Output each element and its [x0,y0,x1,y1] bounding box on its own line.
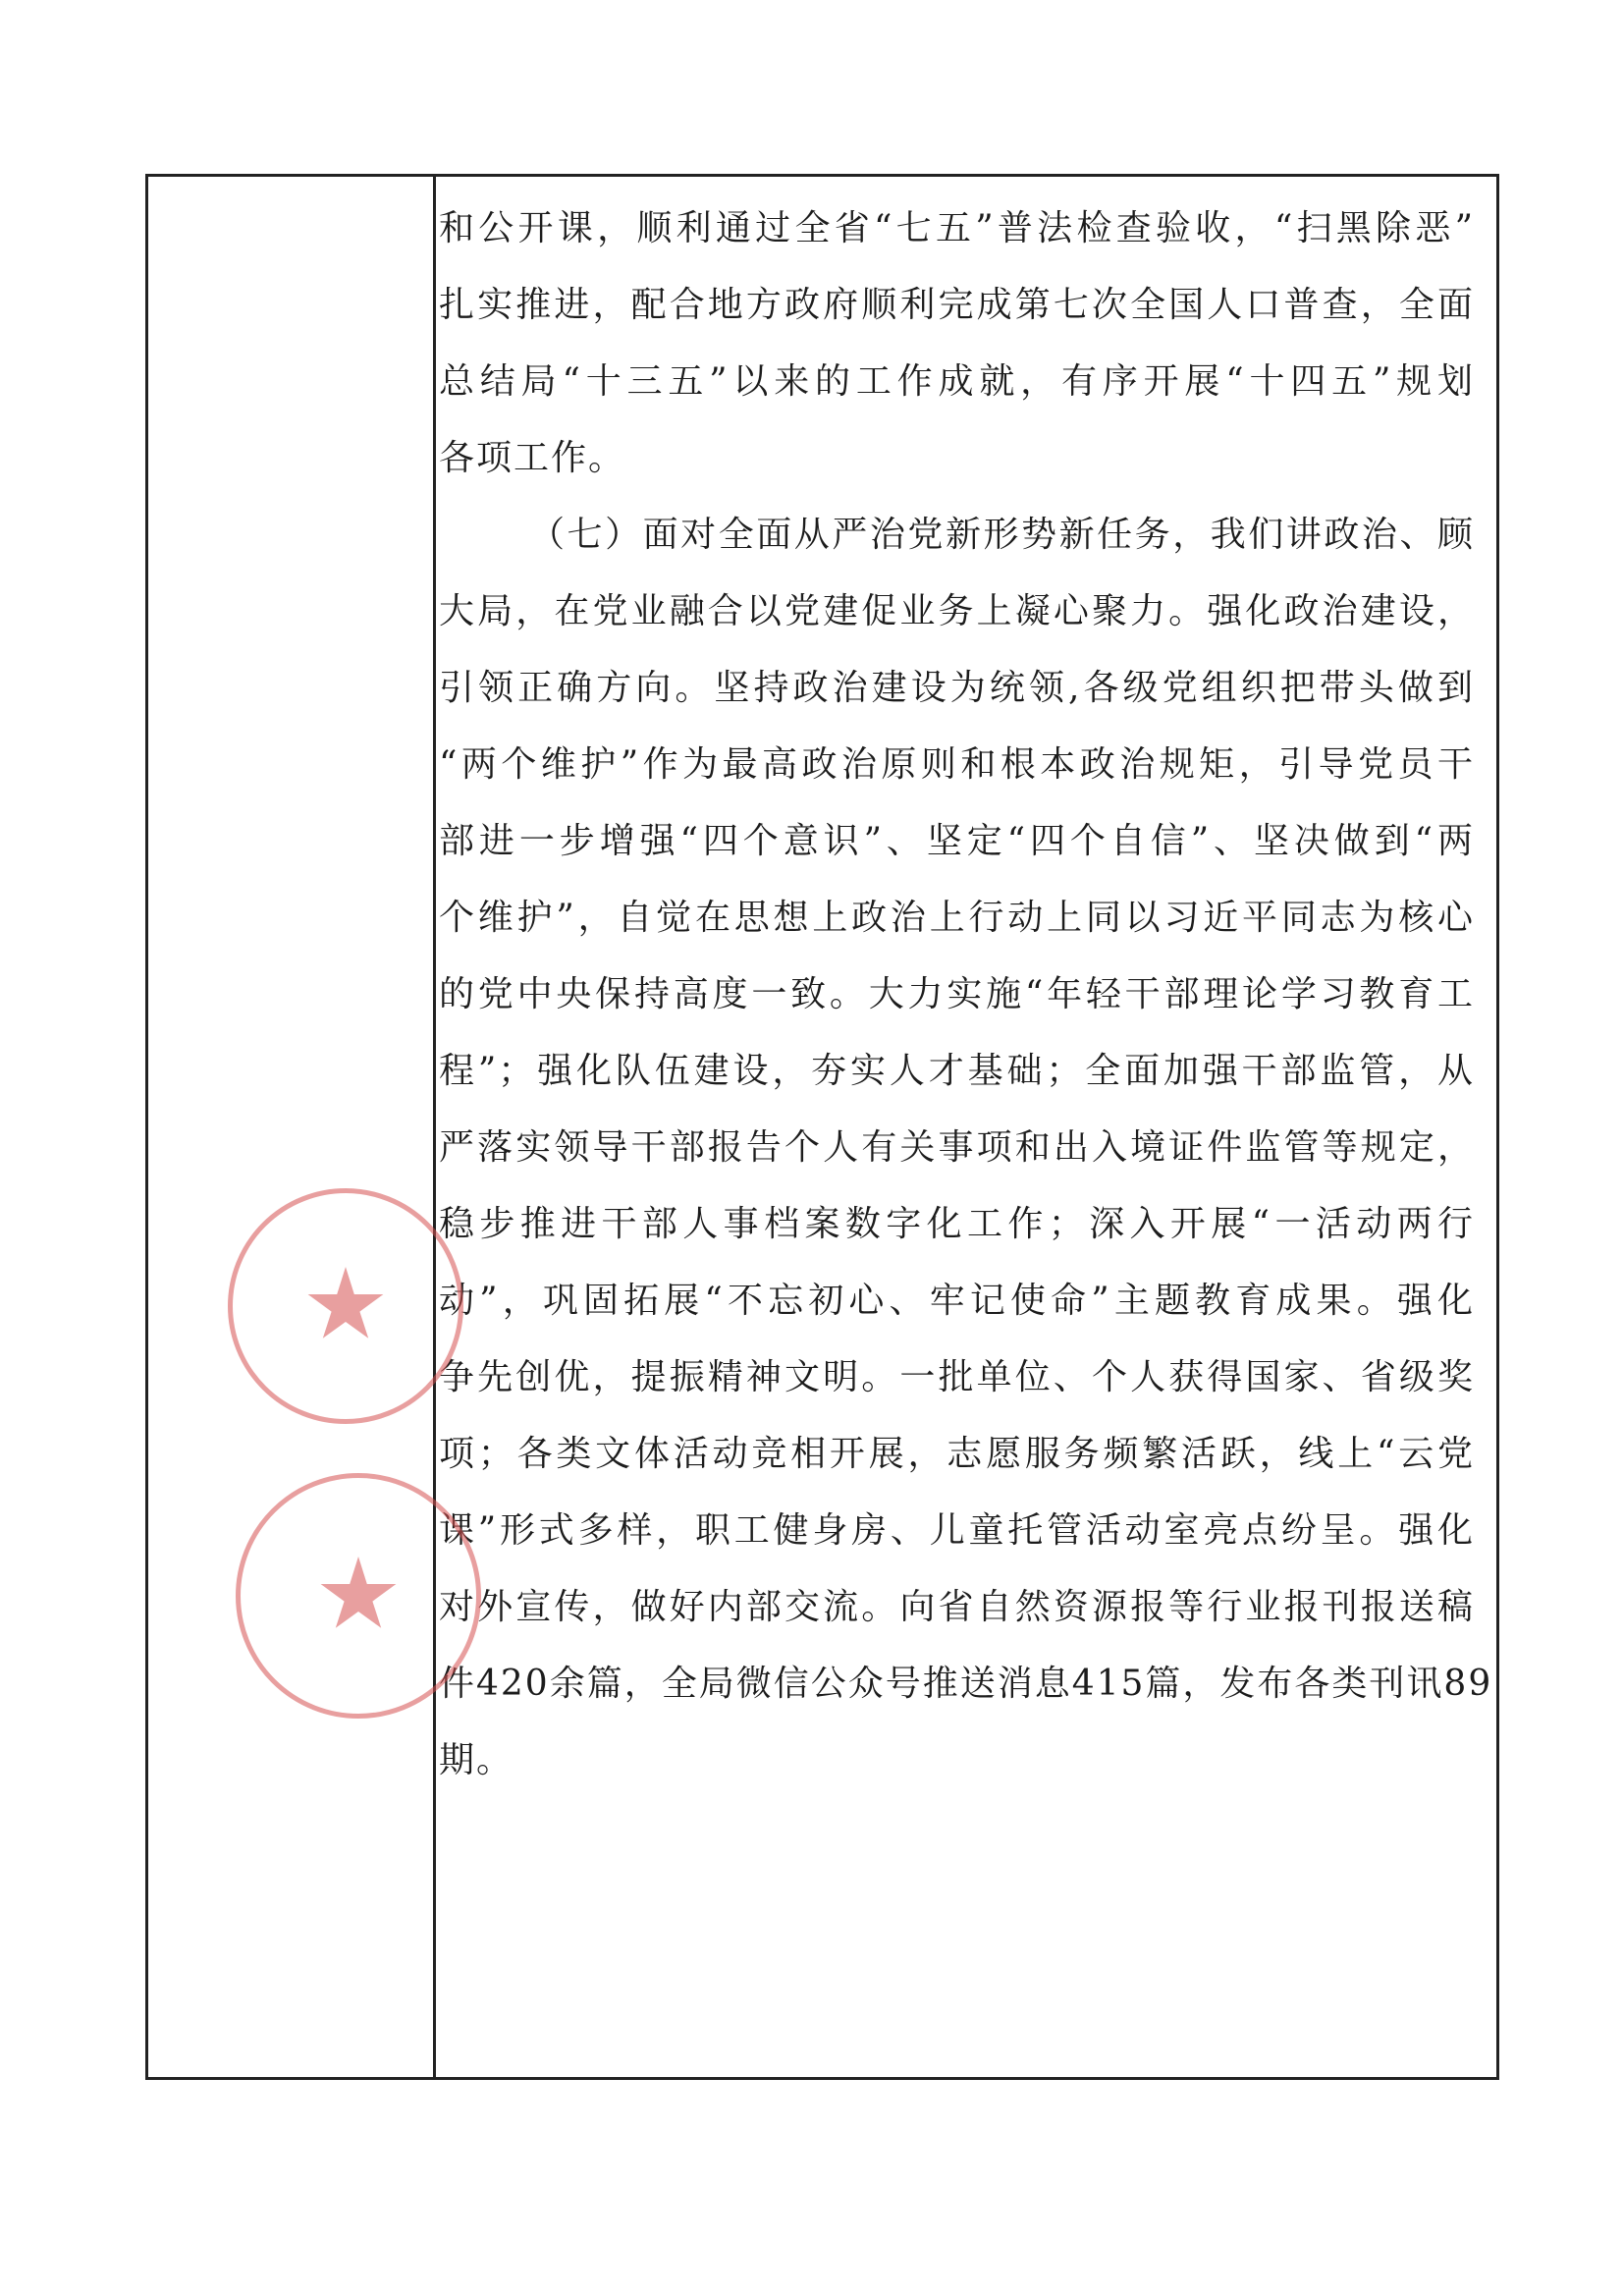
text-line: 件420余篇，全局微信公众号推送消息415篇，发布各类刊讯89 [439,1664,1493,1704]
text-line: 扎实推进，配合地方政府顺利完成第七次全国人口普查，全面 [439,285,1475,325]
red-seal-stamp [228,1188,463,1424]
text-line: 大局，在党业融合以党建促业务上凝心聚力。强化政治建设， [439,591,1475,631]
form-table [145,174,1499,2080]
star-icon [319,1557,398,1635]
text-line: 个维护”，自觉在思想上政治上行动上同以习近平同志为核心 [439,898,1475,938]
text-line: 项；各类文体活动竞相开展，志愿服务频繁活跃，线上“云党 [439,1434,1475,1474]
content-cell [439,177,1496,2077]
red-seal-stamp [236,1473,481,1719]
text-line: 稳步推进干部人事档案数字化工作；深入开展“一活动两行 [439,1204,1475,1244]
text-line: 各项工作。 [439,438,626,478]
text-line: 部进一步增强“四个意识”、坚定“四个自信”、坚决做到“两 [439,821,1475,861]
text-line: 的党中央保持高度一致。大力实施“年轻干部理论学习教育工 [439,974,1475,1014]
text-line: 争先创优，提振精神文明。一批单位、个人获得国家、省级奖 [439,1357,1475,1397]
text-line: 课”形式多样，职工健身房、儿童托管活动室亮点纷呈。强化 [439,1510,1475,1551]
text-line: 动”，巩固拓展“不忘初心、牢记使命”主题教育成果。强化 [439,1281,1475,1321]
paragraph-start-line: （七）面对全面从严治党新形势新任务，我们讲政治、顾 [529,515,1475,555]
text-line: 总结局“十三五”以来的工作成就，有序开展“十四五”规划 [439,361,1475,402]
text-line: 和公开课，顺利通过全省“七五”普法检查验收，“扫黑除恶” [439,208,1475,248]
star-icon [306,1267,385,1345]
text-line: 期。 [439,1740,514,1780]
text-line: “两个维护”作为最高政治原则和根本政治规矩，引导党员干 [439,744,1475,785]
text-line: 程”；强化队伍建设，夯实人才基础；全面加强干部监管，从 [439,1051,1475,1091]
text-line: 对外宣传，做好内部交流。向省自然资源报等行业报刊报送稿 [439,1587,1475,1627]
text-line: 严落实领导干部报告个人有关事项和出入境证件监管等规定， [439,1127,1475,1168]
left-column-cell [148,177,436,2077]
text-line: 引领正确方向。坚持政治建设为统领,各级党组织把带头做到 [439,668,1475,708]
